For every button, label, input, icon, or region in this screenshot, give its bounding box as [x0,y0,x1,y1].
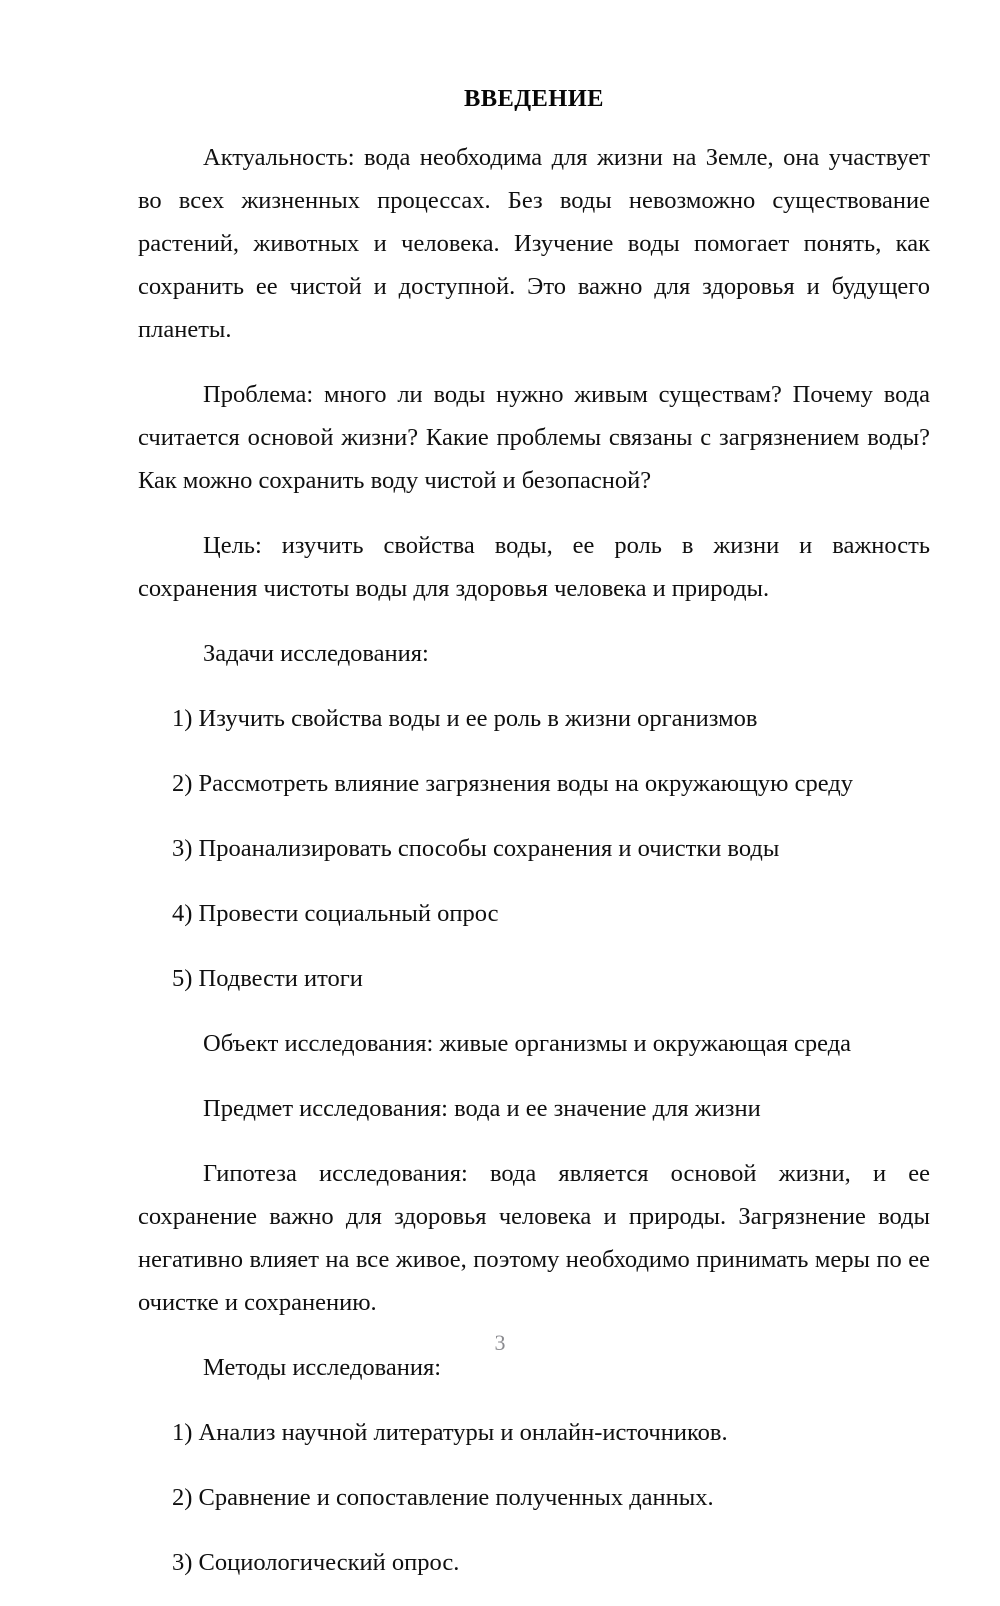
task-item-4: 4) Провести социальный опрос [172,900,499,928]
paragraph-hypothesis: Гипотеза исследования: вода является основой жизни, и ее сохранение важно для здоровья человека и природы. Загрязнение воды негативно влияет на все живое, поэтому необходимо принимать меры по ее очистке и сохранению. [138,1160,930,1317]
subject-of-research-line: Предмет исследования: вода и ее значение для жизни [203,1095,761,1123]
paragraph-goal: Цель: изучить свойства воды, ее роль в жизни и важность сохранения чистоты воды для здоровья человека и природы. [138,532,930,603]
page-content [138,84,930,1606]
methods-heading: Методы исследования: [203,1354,442,1382]
page-number: 3 [494,1330,506,1355]
method-item-3: 3) Социологический опрос. [172,1549,460,1577]
method-item-1: 1) Анализ научной литературы и онлайн-источников. [172,1419,728,1447]
task-item-1: 1) Изучить свойства воды и ее роль в жизни организмов [172,705,758,733]
paragraph-problem: Проблема: много ли воды нужно живым существам? Почему вода считается основой жизни? Какие проблемы связаны с загрязнением воды? Как можно сохранить воду чистой и безопасной? [138,381,930,495]
task-item-3: 3) Проанализировать способы сохранения и очистки воды [172,835,780,863]
method-item-2: 2) Сравнение и сопоставление полученных данных. [172,1484,714,1512]
object-of-research-line: Объект исследования: живые организмы и окружающая среда [203,1030,852,1058]
task-item-5: 5) Подвести итоги [172,965,363,993]
page-title: ВВЕДЕНИЕ [464,85,604,112]
paragraph-relevance: Актуальность: вода необходима для жизни на Земле, она участвует во всех жизненных процессах. Без воды невозможно существование растений, животных и человека. Изучение воды помогает понять, как сохранить ее чистой и доступной. Это важно для здоровья и будущего планеты. [138,144,930,344]
task-item-2: 2) Рассмотреть влияние загрязнения воды на окружающую среду [172,770,853,798]
tasks-heading: Задачи исследования: [203,640,429,668]
